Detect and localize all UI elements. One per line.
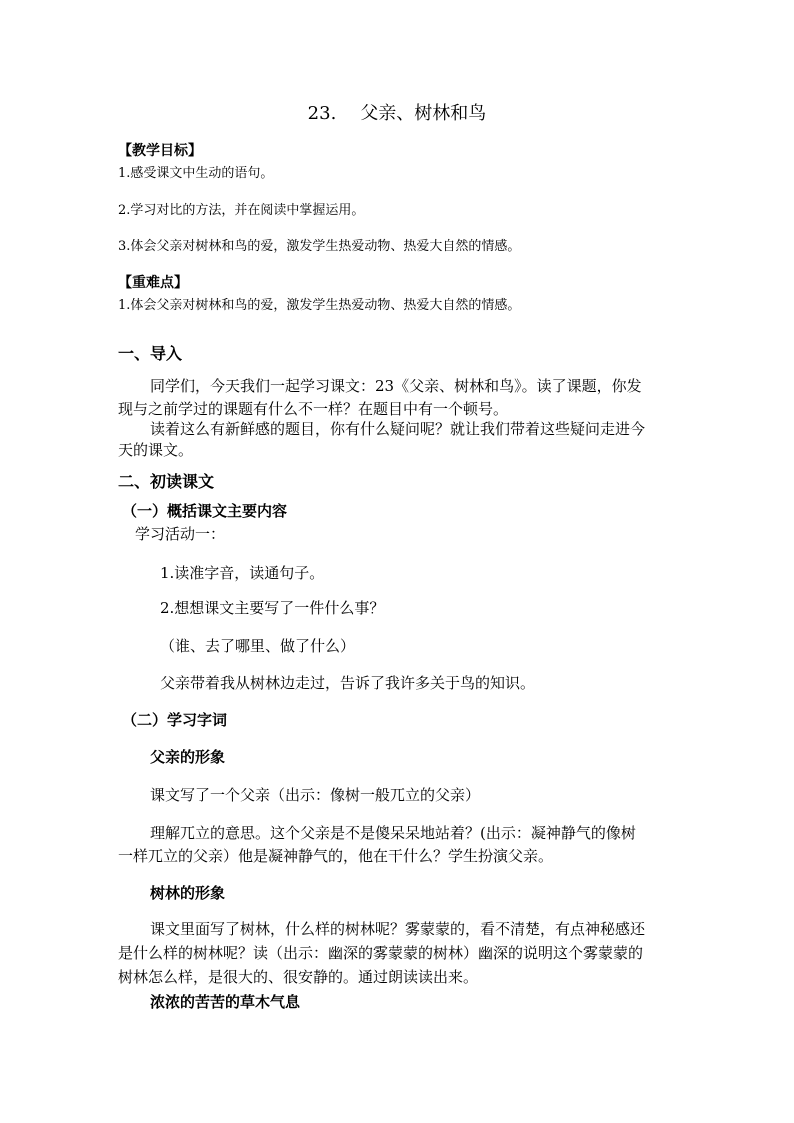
section-2-heading: 二、初读课文 [118,472,215,491]
activity-label: 学习活动一： [135,525,226,543]
father-heading: 父亲的形象 [150,748,226,766]
subsection-1-heading: （一）概括课文主要内容 [122,502,288,520]
lesson-number: 23. [307,103,337,124]
task-2: 2.想想课文主要写了一件什么事？ [160,599,385,617]
forest-line-3: 树林怎么样，是很大的、很安静的。通过朗读读出来。 [118,968,479,986]
section-1-heading: 一、导入 [118,344,183,363]
forest-heading: 树林的形象 [150,884,226,902]
intro-paragraph-line-1: 同学们，今天我们一起学习课文：23《父亲、树林和鸟》。读了课题，你发 [150,377,642,395]
intro-paragraph-line-2: 现与之前学过的课题有什么不一样？在题目中有一个顿号。 [118,400,509,418]
goal-item-2: 2.学习对比的方法，并在阅读中掌握运用。 [118,203,365,218]
keypoints-heading: 【重难点】 [118,275,188,291]
goal-item-1: 1.感受课文中生动的语句。 [118,166,274,181]
intro-question-line-1: 读着这么有新鲜感的题目，你有什么疑问呢？就让我们带着这些疑问走进今 [150,420,646,438]
page-title [0,105,794,123]
task-hint: （谁、去了哪里、做了什么） [160,637,356,655]
father-paragraph: 课文写了一个父亲（出示：像树一般兀立的父亲） [150,786,481,804]
intro-question-line-2: 天的课文。 [118,441,194,459]
goals-heading: 【教学目标】 [118,143,202,159]
smell-heading: 浓浓的苦苦的草木气息 [150,993,301,1011]
subsection-2-heading: （二）学习字词 [122,711,228,729]
task-answer: 父亲带着我从树林边走过，告诉了我许多关于鸟的知识。 [160,674,536,692]
understand-line-2: 一样兀立的父亲）他是凝神静气的，他在干什么？学生扮演父亲。 [118,847,554,865]
goal-item-3: 3.体会父亲对树林和鸟的爱，激发学生热爱动物、热爱大自然的情感。 [118,239,521,254]
forest-line-1: 课文里面写了树林，什么样的树林呢？雾蒙蒙的，看不清楚，有点神秘感还 [150,920,646,938]
understand-line-1: 理解兀立的意思。这个父亲是不是傻呆呆地站着？(出示：凝神静气的像树 [150,824,636,842]
task-1: 1.读准字音，读通句子。 [160,564,325,582]
lesson-title: 父亲、树林和鸟 [360,103,487,124]
forest-line-2: 是什么样的树林呢？读（出示：幽深的雾蒙蒙的树林）幽深的说明这个雾蒙蒙的 [118,944,644,962]
keypoint-item-1: 1.体会父亲对树林和鸟的爱，激发学生热爱动物、热爱大自然的情感。 [118,298,521,313]
